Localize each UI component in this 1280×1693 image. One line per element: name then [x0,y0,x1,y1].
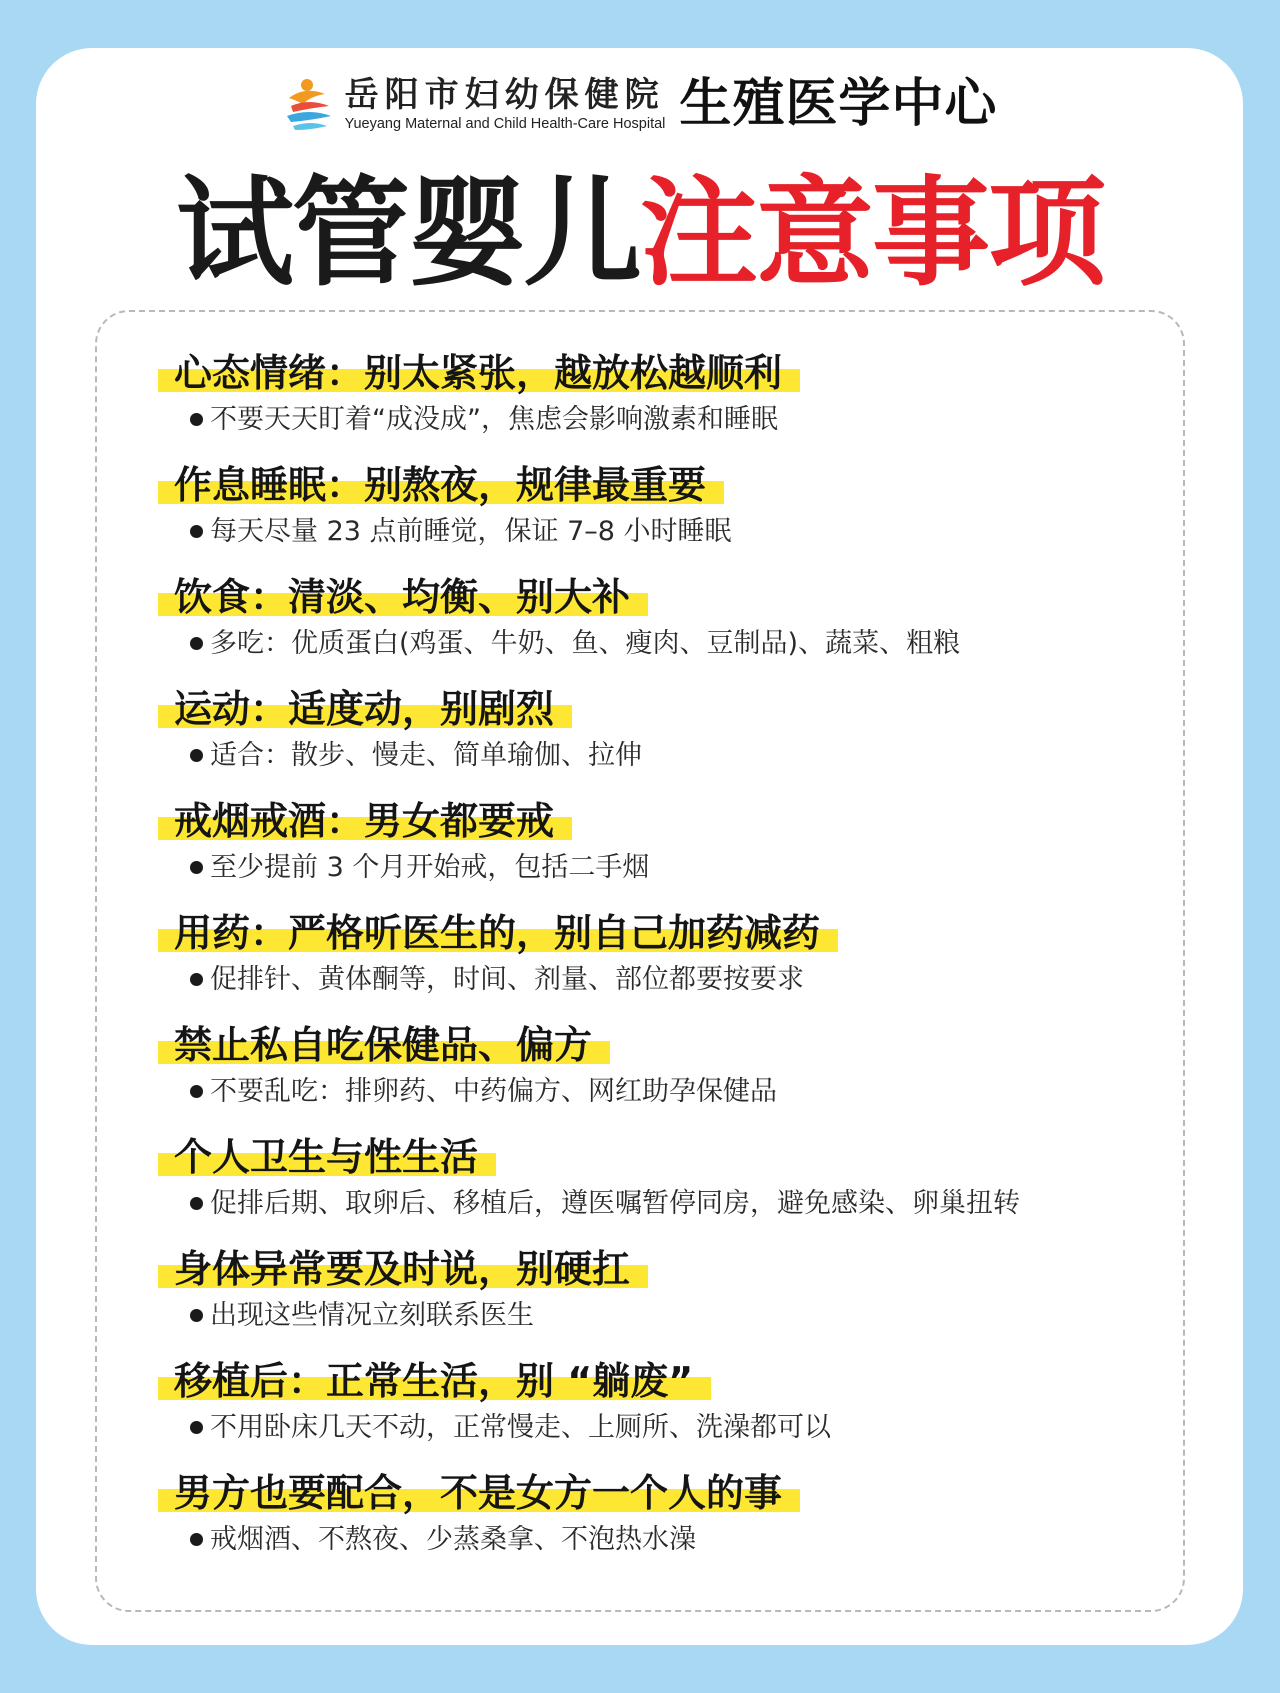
item-detail-text: 不用卧床几天不动，正常慢走、上厕所、洗澡都可以 [210,1412,831,1443]
list-item [160,1244,1170,1356]
item-detail-text: 至少提前 3 个月开始戒，包括二手烟 [210,852,650,883]
list-item [160,1132,1170,1244]
title-part-red: 注意事项 [640,164,1105,302]
item-heading: 男方也要配合，不是女方一个人的事 [158,1468,800,1518]
bullet-icon [190,1085,203,1098]
item-heading: 心态情绪：别太紧张，越放松越顺利 [158,348,800,398]
item-heading: 运动：适度动，别剧烈 [158,684,572,734]
item-detail [160,1296,1170,1336]
hospital-logo-icon [283,76,335,132]
item-detail [160,624,1170,664]
item-detail-text: 促排针、黄体酮等，时间、剂量、部位都要按要求 [210,964,804,995]
header [0,74,1280,134]
center-name: 生殖医学中心 [679,74,998,134]
item-detail-text: 出现这些情况立刻联系医生 [210,1300,534,1331]
item-detail-text: 戒烟酒、不熬夜、少蒸桑拿、不泡热水澡 [210,1524,696,1555]
list-item [160,572,1170,684]
hospital-name-en: Yueyang Maternal and Child Health-Care Hospital [344,116,666,132]
item-heading: 饮食：清淡、均衡、别大补 [158,572,648,622]
bullet-icon [190,1533,203,1546]
item-heading: 用药：严格听医生的，别自己加药减药 [158,908,838,958]
item-heading: 作息睡眠：别熬夜，规律最重要 [158,460,724,510]
title-part-black: 试管婴儿 [175,164,640,302]
item-detail [160,512,1170,552]
item-heading: 戒烟戒酒：男女都要戒 [158,796,572,846]
item-heading: 禁止私自吃保健品、偏方 [158,1020,610,1070]
item-detail-text: 每天尽量 23 点前睡觉，保证 7–8 小时睡眠 [210,516,732,547]
bullet-icon [190,1309,203,1322]
bullet-icon [190,973,203,986]
item-detail [160,1184,1170,1224]
tips-list [160,348,1170,1580]
item-detail [160,1072,1170,1112]
item-detail-text: 不要天天盯着“成没成”，焦虑会影响激素和睡眠 [210,404,778,435]
list-item [160,908,1170,1020]
item-heading: 个人卫生与性生活 [158,1132,496,1182]
item-detail [160,848,1170,888]
item-detail [160,1520,1170,1560]
page-title [0,164,1280,302]
item-heading: 身体异常要及时说，别硬扛 [158,1244,648,1294]
bullet-icon [190,413,203,426]
list-item [160,1020,1170,1132]
bullet-icon [190,525,203,538]
list-item [160,684,1170,796]
hospital-name-block [345,75,666,133]
list-item [160,1468,1170,1580]
list-item [160,1356,1170,1468]
item-detail-text: 不要乱吃：排卵药、中药偏方、网红助孕保健品 [210,1076,777,1107]
item-heading: 移植后：正常生活，别 “躺废” [158,1356,711,1406]
item-detail [160,400,1170,440]
hospital-name-cn: 岳阳市妇幼保健院 [344,75,665,115]
item-detail [160,736,1170,776]
item-detail-text: 适合：散步、慢走、简单瑜伽、拉伸 [210,740,642,771]
bullet-icon [190,861,203,874]
item-detail-text: 促排后期、取卵后、移植后，遵医嘱暂停同房，避免感染、卵巢扭转 [210,1188,1020,1219]
list-item [160,460,1170,572]
item-detail [160,1408,1170,1448]
list-item [160,796,1170,908]
list-item [160,348,1170,460]
bullet-icon [190,1421,203,1434]
bullet-icon [190,749,203,762]
item-detail-text: 多吃：优质蛋白(鸡蛋、牛奶、鱼、瘦肉、豆制品)、蔬菜、粗粮 [210,628,961,659]
bullet-icon [190,1197,203,1210]
bullet-icon [190,637,203,650]
item-detail [160,960,1170,1000]
